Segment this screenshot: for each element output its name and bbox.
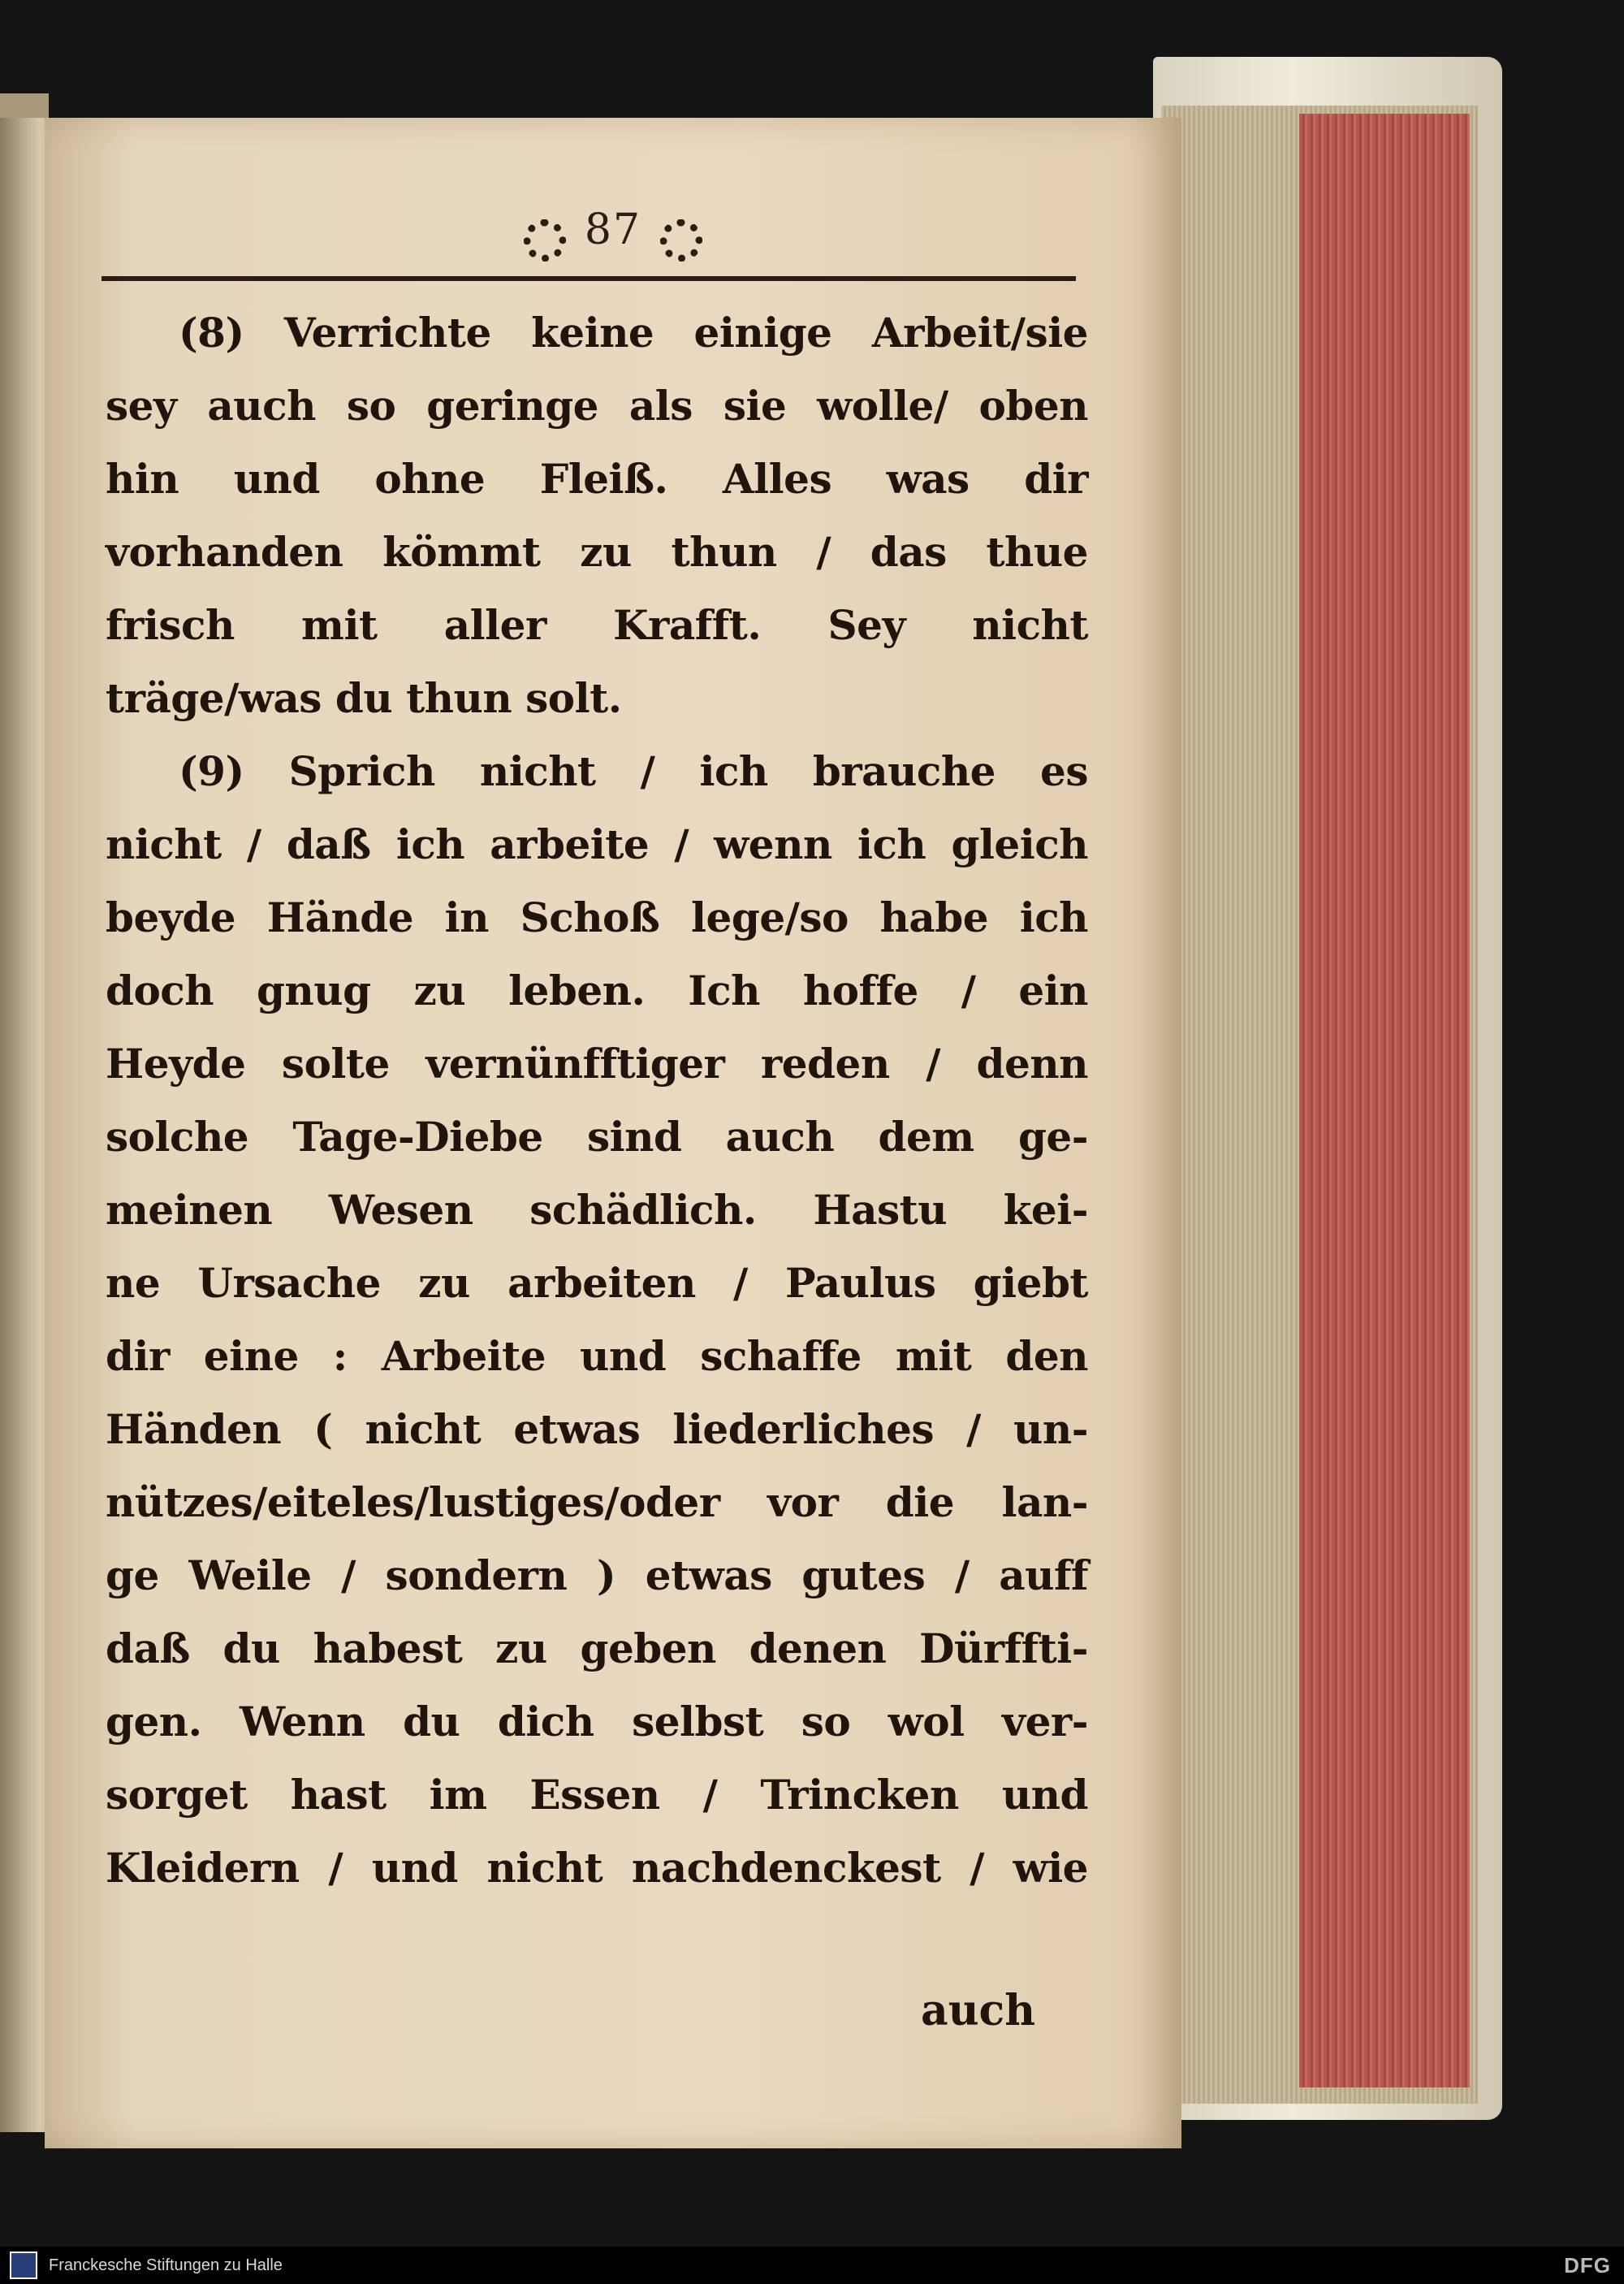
text-line: Händen ( nicht etwas liederliches / un- [106,1405,1088,1453]
text-line: gen. Wenn du dich selbst so wol ver- [106,1698,1088,1745]
header-rule [102,276,1076,281]
text-line: beyde Hände in Schoß lege/so habe ich [106,893,1088,941]
text-line: daß du habest zu geben denen Dürffti- [106,1624,1088,1672]
text-block [106,296,1088,2043]
text-line: dir eine : Arbeite und schaffe mit den [106,1332,1088,1380]
text-line: Heyde solte vernünfftiger reden / denn [106,1040,1088,1088]
footer-bar [0,2247,1624,2284]
book [0,49,1518,2169]
page-number: 87 [584,205,642,254]
text-line: sey auch so geringe als sie wolle/ oben [106,382,1088,430]
text-line: frisch mit aller Krafft. Sey nicht [106,601,1088,649]
dfg-logo: DFG [1564,2253,1611,2278]
text-line: (9) Sprich nicht / ich brauche es [179,747,1088,795]
flower-ornament-icon [660,219,702,262]
catchword: auch [921,1986,1035,2035]
text-line: nützes/eiteles/lustiges/oder vor die lan- [106,1478,1088,1526]
flower-ornament-icon [524,219,566,262]
text-line: nicht / daß ich arbeite / wenn ich gleich [106,820,1088,868]
text-line: sorget hast im Essen / Trincken und [106,1771,1088,1819]
text-line: vorhanden kömmt zu thun / das thue [106,528,1088,576]
text-line: träge/was du thun solt. [106,674,622,722]
book-page [45,118,1181,2148]
text-line: meinen Wesen schädlich. Hastu kei- [106,1186,1088,1234]
text-line: hin und ohne Fleiß. Alles was dir [106,455,1088,503]
institution-label: Franckesche Stiftungen zu Halle [49,2256,283,2274]
text-line: ge Weile / sondern ) etwas gutes / auff [106,1551,1088,1599]
franckesche-stiftungen-logo-icon [10,2252,37,2279]
text-line: solche Tage-Diebe sind auch dem ge- [106,1113,1088,1161]
red-page-edge [1299,114,1470,2087]
text-line: ne Ursache zu arbeiten / Paulus giebt [106,1259,1088,1307]
text-line: doch gnug zu leben. Ich hoffe / ein [106,967,1088,1014]
text-line: (8) Verrichte keine einige Arbeit/sie [179,309,1088,357]
page-header [45,205,1181,262]
text-line: Kleidern / und nicht nachdenckest / wie [106,1844,1088,1892]
